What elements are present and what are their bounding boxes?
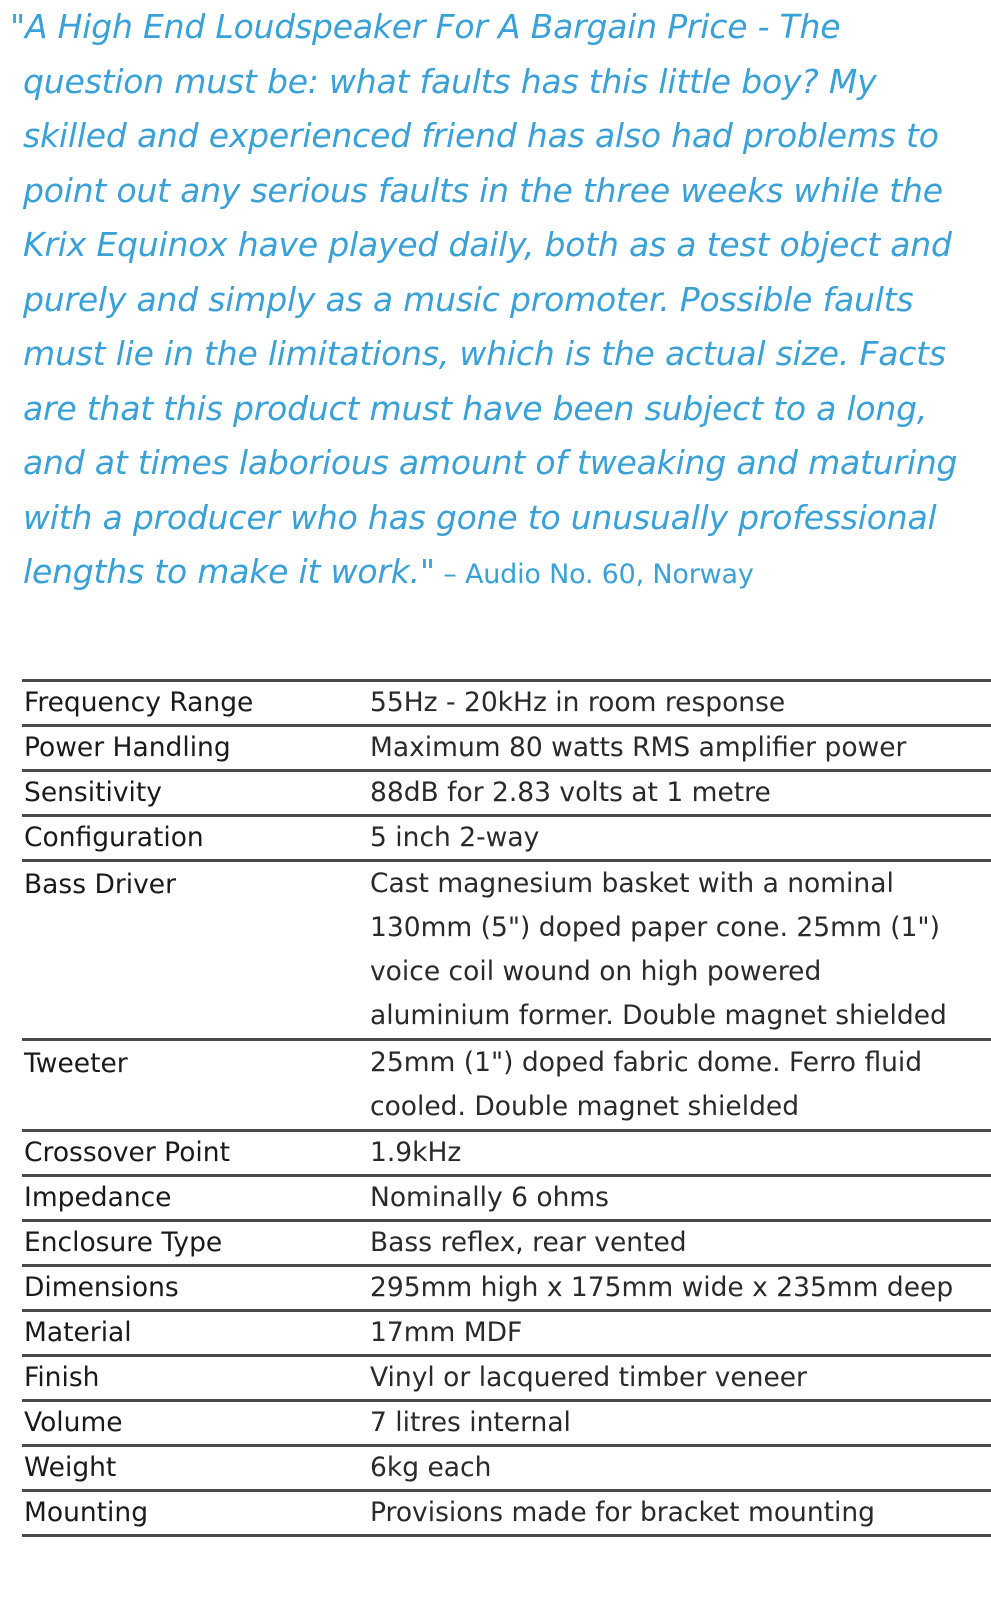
- spec-value: 6kg each: [370, 1452, 492, 1483]
- spec-row-weight: [22, 1447, 991, 1492]
- spec-label: Sensitivity: [24, 777, 162, 808]
- quote-last-line: [10, 545, 985, 600]
- spec-value: [370, 1041, 991, 1129]
- quote-line: "A High End Loudspeaker For A Bargain Price - The: [10, 7, 841, 46]
- spec-label: Configuration: [24, 822, 204, 853]
- spec-label: Weight: [24, 1452, 117, 1483]
- spec-label: Mounting: [24, 1497, 149, 1528]
- spec-label: Power Handling: [24, 732, 231, 763]
- quote-line: must lie in the limitations, which is the actual size. Facts: [23, 334, 946, 373]
- spec-value-line: 130mm (5") doped paper cone. 25mm (1"): [370, 912, 940, 943]
- spec-row-bass-driver: [22, 862, 991, 1041]
- spec-row-frequency-range: [22, 682, 991, 727]
- spec-row-dimensions: [22, 1267, 991, 1312]
- spec-row-sensitivity: [22, 772, 991, 817]
- spec-row-finish: [22, 1357, 991, 1402]
- spec-label: Material: [24, 1317, 132, 1348]
- quote-line: lengths to make it work.": [23, 552, 435, 591]
- spec-value: Nominally 6 ohms: [370, 1182, 609, 1213]
- spec-label: Enclosure Type: [24, 1227, 223, 1258]
- spec-value: 295mm high x 175mm wide x 235mm deep: [370, 1272, 954, 1303]
- spec-value: Vinyl or lacquered timber veneer: [370, 1362, 807, 1393]
- spec-row-crossover-point: [22, 1132, 991, 1177]
- quote-line: with a producer who has gone to unusually professional: [23, 497, 937, 537]
- spec-label: Impedance: [24, 1182, 172, 1213]
- spec-label: Volume: [24, 1407, 123, 1438]
- spec-value: [370, 862, 991, 1038]
- spec-row-impedance: [22, 1177, 991, 1222]
- quote-line: and at times laborious amount of tweaking and maturing: [23, 443, 958, 482]
- quote-line: purely and simply as a music promoter. Possible faults: [23, 279, 914, 319]
- spec-row-configuration: [22, 817, 991, 862]
- spec-value: 1.9kHz: [370, 1137, 462, 1168]
- spec-label: Tweeter: [24, 1048, 128, 1079]
- spec-value-line: cooled. Double magnet shielded: [370, 1091, 800, 1122]
- review-quote: [10, 0, 985, 600]
- quote-source: – Audio No. 60, Norway: [434, 559, 754, 590]
- spec-value: Maximum 80 watts RMS amplifier power: [370, 732, 907, 763]
- quote-line: Krix Equinox have played daily, both as a test object and: [23, 225, 952, 264]
- spec-row-enclosure-type: [22, 1222, 991, 1267]
- spec-label: Dimensions: [24, 1272, 179, 1303]
- spec-value-line: Cast magnesium basket with a nominal: [370, 868, 894, 899]
- spec-value-line: voice coil wound on high powered: [370, 956, 822, 987]
- spec-label: Finish: [24, 1362, 100, 1393]
- spec-value-line: aluminium former. Double magnet shielded: [370, 1000, 947, 1031]
- spec-row-material: [22, 1312, 991, 1357]
- spec-label: Bass Driver: [24, 869, 176, 900]
- quote-line: point out any serious faults in the three weeks while the: [23, 170, 943, 210]
- spec-row-power-handling: [22, 727, 991, 772]
- quote-line: question must be: what faults has this little boy? My: [23, 61, 877, 101]
- spec-row-tweeter: [22, 1041, 991, 1132]
- specifications-table: [22, 679, 991, 1537]
- quote-line: skilled and experienced friend has also had problems to: [23, 116, 939, 155]
- spec-label: Frequency Range: [24, 687, 254, 718]
- spec-value: Bass reflex, rear vented: [370, 1227, 687, 1258]
- spec-row-mounting: [22, 1492, 991, 1537]
- spec-value: 55Hz - 20kHz in room response: [370, 687, 786, 718]
- spec-value: 88dB for 2.83 volts at 1 metre: [370, 777, 771, 808]
- spec-value: Provisions made for bracket mounting: [370, 1497, 875, 1528]
- spec-value: 17mm MDF: [370, 1317, 523, 1348]
- quote-line: are that this product must have been subject to a long,: [23, 388, 928, 428]
- spec-value-line: 25mm (1") doped fabric dome. Ferro fluid: [370, 1047, 923, 1078]
- spec-value: 5 inch 2-way: [370, 822, 540, 853]
- spec-value: 7 litres internal: [370, 1407, 571, 1438]
- spec-label: Crossover Point: [24, 1137, 230, 1168]
- spec-row-volume: [22, 1402, 991, 1447]
